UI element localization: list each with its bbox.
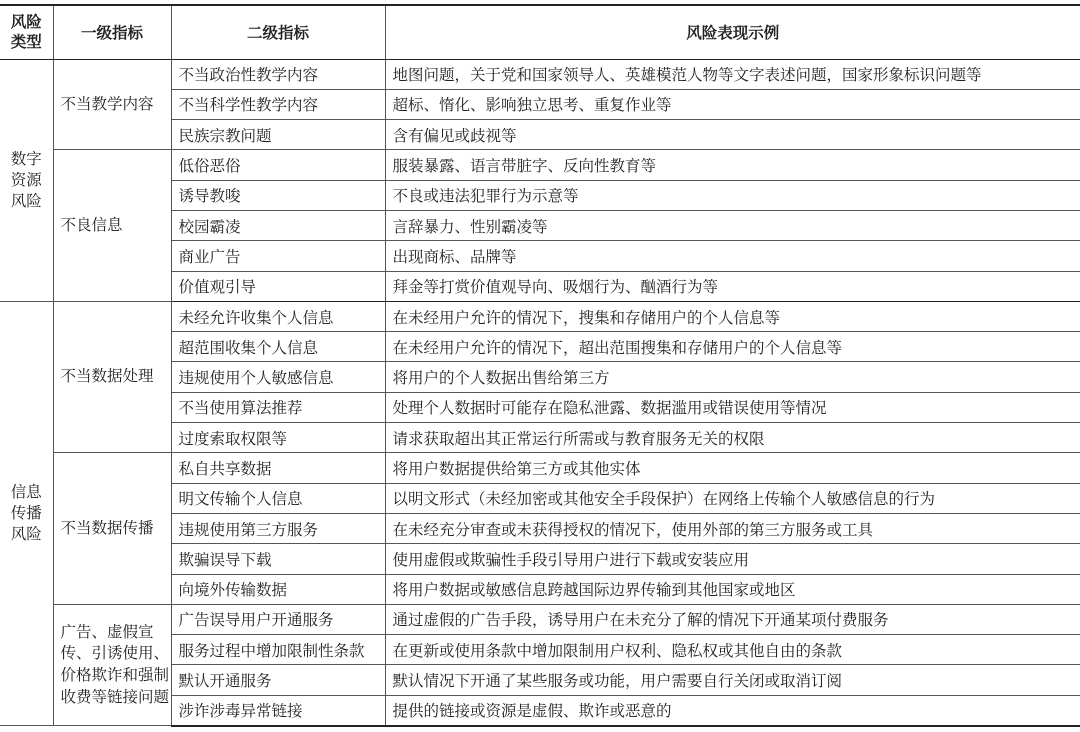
level2-cell: 未经允许收集个人信息 (171, 301, 385, 331)
example-cell: 默认情况下开通了某些服务或功能，用户需要自行关闭或取消订阅 (385, 665, 1080, 695)
level1-cell (53, 453, 171, 604)
level1-cell (53, 301, 171, 452)
example-cell: 在更新或使用条款中增加限制用户权利、隐私权或其他自由的条款 (385, 635, 1080, 665)
level2-cell: 违规使用个人敏感信息 (171, 362, 385, 392)
level2-cell: 商业广告 (171, 241, 385, 271)
table-row (0, 301, 1080, 331)
level2-cell: 服务过程中增加限制性条款 (171, 635, 385, 665)
level2-cell: 明文传输个人信息 (171, 483, 385, 513)
level2-cell: 私自共享数据 (171, 453, 385, 483)
header-level2: 二级指标 (171, 5, 385, 59)
header-risk-type (0, 5, 53, 59)
example-cell: 拜金等打赏价值观导向、吸烟行为、酗酒行为等 (385, 271, 1080, 301)
level2-cell: 低俗恶俗 (171, 150, 385, 180)
level2-cell: 默认开通服务 (171, 665, 385, 695)
level1-cell (53, 604, 171, 725)
table-body (0, 59, 1080, 726)
level2-cell: 向境外传输数据 (171, 574, 385, 604)
level1-label: 不当数据传播 (60, 518, 154, 537)
example-cell: 在未经用户允许的情况下，超出范围搜集和存储用户的个人信息等 (385, 332, 1080, 362)
example-cell: 将用户数据或敏感信息跨越国际边界传输到其他国家或地区 (385, 574, 1080, 604)
risk-type-label: 信息传播风险 (10, 483, 42, 543)
level2-cell: 超范围收集个人信息 (171, 332, 385, 362)
example-cell: 服装暴露、语言带脏字、反向性教育等 (385, 150, 1080, 180)
level1-label: 不当数据处理 (60, 367, 154, 386)
level2-cell: 涉诈涉毒异常链接 (171, 695, 385, 725)
example-cell: 不良或违法犯罪行为示意等 (385, 180, 1080, 210)
risk-type-cell (0, 301, 53, 725)
table-row (0, 59, 1080, 89)
example-cell: 在未经用户允许的情况下，搜集和存储用户的个人信息等 (385, 301, 1080, 331)
example-cell: 通过虚假的广告手段，诱导用户在未充分了解的情况下开通某项付费服务 (385, 604, 1080, 634)
header-example: 风险表现示例 (385, 5, 1080, 59)
example-cell: 处理个人数据时可能存在隐私泄露、数据滥用或错误使用等情况 (385, 392, 1080, 422)
example-cell: 地图问题，关于党和国家领导人、英雄模范人物等文字表述问题，国家形象标识问题等 (385, 59, 1080, 89)
example-cell: 使用虚假或欺骗性手段引导用户进行下载或安装应用 (385, 544, 1080, 574)
example-cell: 请求获取超出其正常运行所需或与教育服务无关的权限 (385, 423, 1080, 453)
example-cell: 超标、惰化、影响独立思考、重复作业等 (385, 89, 1080, 119)
table-row (0, 604, 1080, 634)
header-risk-type-line2: 类型 (10, 33, 42, 52)
example-cell: 在未经充分审查或未获得授权的情况下，使用外部的第三方服务或工具 (385, 513, 1080, 543)
header-row (0, 5, 1080, 59)
level2-cell: 过度索取权限等 (171, 423, 385, 453)
level1-cell (53, 150, 171, 301)
example-cell: 将用户数据提供给第三方或其他实体 (385, 453, 1080, 483)
example-cell: 出现商标、品牌等 (385, 241, 1080, 271)
example-cell: 提供的链接或资源是虚假、欺诈或恶意的 (385, 695, 1080, 725)
risk-type-cell (0, 59, 53, 301)
level2-cell: 校园霸凌 (171, 210, 385, 240)
example-cell: 言辞暴力、性别霸凌等 (385, 210, 1080, 240)
level2-cell: 价值观引导 (171, 271, 385, 301)
level2-cell: 民族宗教问题 (171, 120, 385, 150)
level2-cell: 诱导教唆 (171, 180, 385, 210)
table-row (0, 453, 1080, 483)
level1-label: 不当教学内容 (60, 94, 154, 113)
header-level1: 一级指标 (53, 5, 171, 59)
level2-cell: 不当政治性教学内容 (171, 59, 385, 89)
level2-cell: 不当使用算法推荐 (171, 392, 385, 422)
level1-label: 不良信息 (60, 215, 123, 234)
level2-cell: 不当科学性教学内容 (171, 89, 385, 119)
table-row (0, 150, 1080, 180)
example-cell: 以明文形式（未经加密或其他安全手段保护）在网络上传输个人敏感信息的行为 (385, 483, 1080, 513)
header-risk-type-line1: 风险 (10, 13, 42, 32)
example-cell: 含有偏见或歧视等 (385, 120, 1080, 150)
level1-label: 广告、虚假宣传、引诱使用、价格欺诈和强制收费等链接问题 (60, 622, 170, 706)
risk-table (0, 4, 1080, 727)
risk-type-label: 数字资源风险 (10, 149, 42, 210)
level2-cell: 广告误导用户开通服务 (171, 604, 385, 634)
level1-cell (53, 59, 171, 150)
level2-cell: 欺骗误导下载 (171, 544, 385, 574)
level2-cell: 违规使用第三方服务 (171, 513, 385, 543)
table-header (0, 5, 1080, 59)
example-cell: 将用户的个人数据出售给第三方 (385, 362, 1080, 392)
